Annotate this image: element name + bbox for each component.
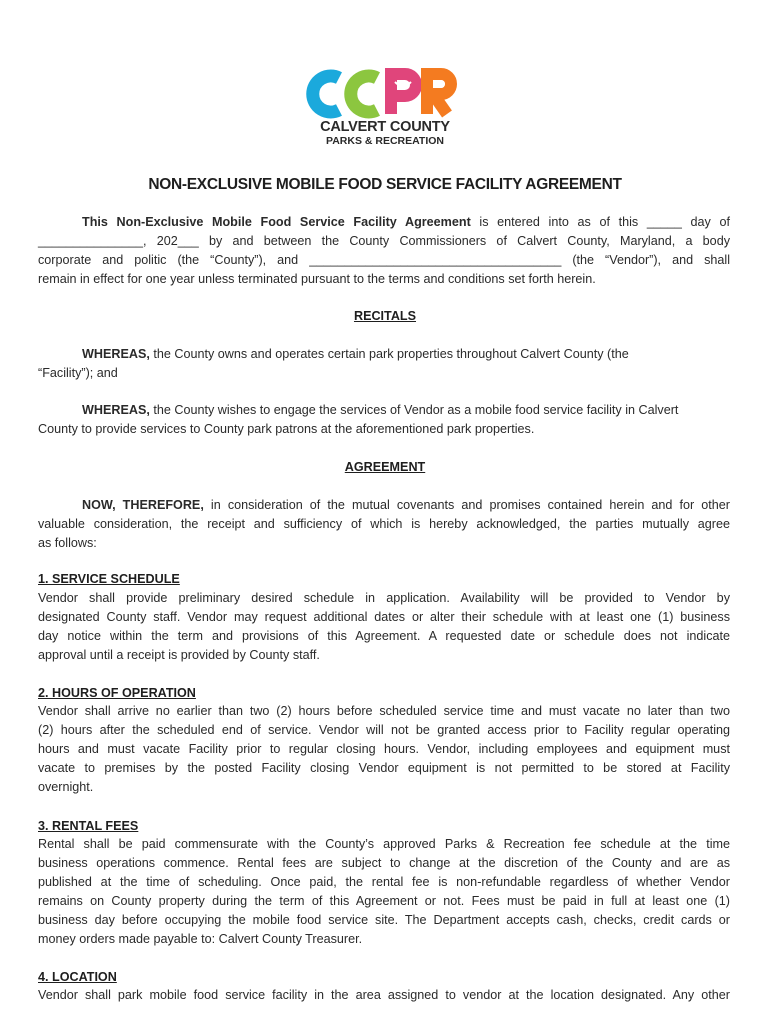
section-3-line: published at the time of scheduling. Once paid, the rental fee is non-refundable regardless of whether Vendor xyxy=(38,875,730,889)
section-3-line: business day before occupying the mobile food service site. The Department accepts cash, checks, credit cards or xyxy=(38,913,730,927)
whereas-paragraph-1 xyxy=(38,345,730,383)
now-therefore-paragraph xyxy=(38,496,730,553)
whereas1-bold: WHEREAS, xyxy=(82,347,150,361)
section-1-line: designated County staff. Vendor may request additional dates or alter their schedule with at least one (1) business xyxy=(38,610,730,624)
section-2-line: vacate to premises by the posted Facility closing Vendor equipment is not permitted to be stored at Facility xyxy=(38,761,730,775)
section-2-line: Vendor shall arrive no earlier than two (2) hours before scheduled service time and must vacate no later than two xyxy=(38,704,730,718)
section-4-line: Vendor shall park mobile food service facility in the area assigned to vendor at the location designated. Any other xyxy=(38,988,730,1002)
section-3-line: money orders made payable to: Calvert County Treasurer. xyxy=(38,932,363,946)
org-name-line1: CALVERT COUNTY xyxy=(320,119,450,135)
whereas2-text: the County wishes to engage the services of Vendor as a mobile food service facility in Calvert xyxy=(149,403,679,417)
section-3-line: Rental shall be paid commensurate with the County’s approved Parks & Recreation fee schedule at the time xyxy=(38,837,730,851)
org-name-line2: PARKS & RECREATION xyxy=(325,135,445,147)
intro-line-1-rest: is entered into as of this _____ day of xyxy=(470,215,730,229)
section-1-line: approval until a receipt is provided by County staff. xyxy=(38,648,320,662)
section-3-heading: 3. RENTAL FEES xyxy=(38,819,139,833)
now-line-2: valuable consideration, the receipt and sufficiency of which is hereby acknowledged, the parties mutually agree xyxy=(38,517,730,531)
intro-line-2: _______________, 202___ by and between the County Commissioners of Calvert County, Maryland, a body xyxy=(38,234,730,248)
section-2-line: (2) hours after the scheduled end of service. Vendor will not be granted access prior to Facility regular operating xyxy=(38,723,730,737)
section-2-body xyxy=(38,702,730,797)
now-line-3: as follows: xyxy=(38,536,97,550)
whereas1-line-2: “Facility”); and xyxy=(38,366,118,380)
whereas1-line-1 xyxy=(38,345,730,364)
whereas2-bold: WHEREAS, xyxy=(82,403,150,417)
agreement-heading: AGREEMENT xyxy=(344,460,426,474)
intro-line-4: remain in effect for one year unless terminated pursuant to the terms and conditions set forth herein. xyxy=(38,272,596,286)
section-2-line: overnight. xyxy=(38,780,94,794)
whereas-paragraph-2 xyxy=(38,401,730,439)
section-2-heading: 2. HOURS OF OPERATION xyxy=(38,686,196,700)
now-text: in consideration of the mutual covenants and promises contained herein and for other xyxy=(203,498,731,512)
intro-paragraph xyxy=(38,213,730,289)
now-line-1 xyxy=(38,496,730,515)
section-1-heading: 1. SERVICE SCHEDULE xyxy=(38,572,180,586)
section-3-line: remains on County property during the term of this Agreement or not. Fees must be paid in full at least one (1) xyxy=(38,894,730,908)
whereas2-line-2: County to provide services to County park patrons at the aforementioned park properties. xyxy=(38,422,535,436)
intro-bold-lead: This Non-Exclusive Mobile Food Service Facility Agreement xyxy=(82,215,471,229)
section-1-line: Vendor shall provide preliminary desired schedule in application. Availability will be provided to Vendor by xyxy=(38,591,730,605)
now-bold: NOW, THEREFORE, xyxy=(82,498,204,512)
ccpr-letters-logo xyxy=(305,68,465,120)
section-4-body xyxy=(38,986,730,1005)
section-1-line: day notice within the term and provisions of this Agreement. A requested date or schedule does not indicate xyxy=(38,629,730,643)
intro-line-1 xyxy=(38,213,730,232)
whereas2-line-1 xyxy=(38,401,730,420)
section-3-line: business operations commence. Rental fees are subject to change at the discretion of the County and are as xyxy=(38,856,730,870)
intro-line-3: corporate and politic (the “County”), and ____________________________________ (the “Vendor”), and shall xyxy=(38,253,730,267)
ccpr-logo xyxy=(305,68,465,150)
section-3-body xyxy=(38,835,730,949)
section-4-heading: 4. LOCATION xyxy=(38,970,117,984)
whereas1-text: the County owns and operates certain park properties throughout Calvert County (the xyxy=(149,347,629,361)
recitals-heading: RECITALS xyxy=(353,309,417,323)
document-title: NON-EXCLUSIVE MOBILE FOOD SERVICE FACILITY AGREEMENT xyxy=(148,176,622,193)
section-2-line: hours and must vacate Facility prior to regular closing hours. Vendor, including employees and equipment must xyxy=(38,742,730,756)
section-1-body xyxy=(38,589,730,665)
